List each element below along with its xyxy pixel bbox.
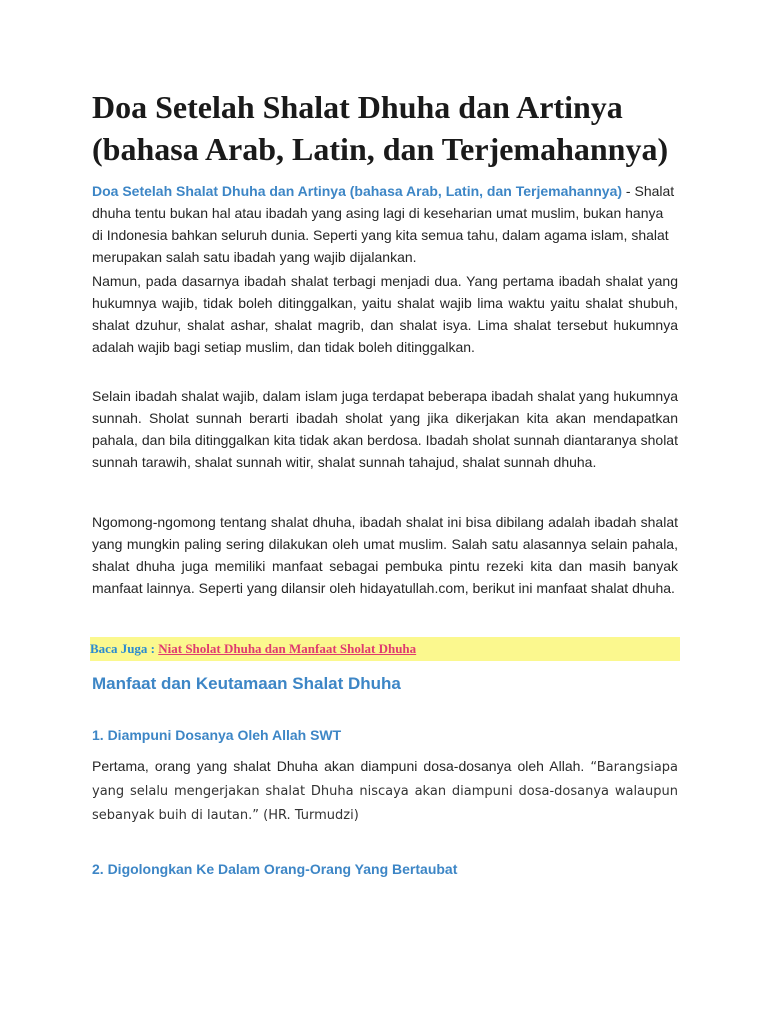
section-heading: Manfaat dan Keutamaan Shalat Dhuha xyxy=(92,674,401,693)
paragraph-2: Selain ibadah shalat wajib, dalam islam juga terdapat beberapa ibadah shalat yang hukumnya sunnah. Sholat sunnah berarti ibadah sholat yang jika dikerjakan kita akan mendapatkan pahala, dan bila ditinggalkan kita tidak akan berdosa. Ibadah sholat sunnah diantaranya sholat sunnah tarawih, shalat sunnah witir, shalat sunnah tahajud, shalat sunnah dhuha. xyxy=(92,388,678,470)
point-1-quote: “Barangsiapa yang selalu mengerjakan shalat Dhuha niscaya akan diampuni dosa-dosanya walaupun sebanyak buih di lautan.” (HR. Turmudzi) xyxy=(92,760,678,823)
baca-juga-label: Baca Juga : xyxy=(90,641,159,656)
baca-juga-box xyxy=(90,637,680,661)
page-title: Doa Setelah Shalat Dhuha dan Artinya (bahasa Arab, Latin, dan Terjemahannya) xyxy=(92,89,669,167)
point-1-heading: 1. Diampuni Dosanya Oleh Allah SWT xyxy=(92,727,342,743)
intro-text: - Shalat dhuha tentu bukan hal atau ibadah yang asing lagi di keseharian umat muslim, bukan hanya di Indonesia bahkan seluruh dunia. Seperti yang kita semua tahu, dalam agama islam, shalat merupakan salah satu ibadah yang wajib dijalankan. xyxy=(92,183,675,265)
intro-lead: Doa Setelah Shalat Dhuha dan Artinya (bahasa Arab, Latin, dan Terjemahannya) xyxy=(92,183,623,199)
intro-paragraph xyxy=(92,180,678,268)
point-2-heading: 2. Digolongkan Ke Dalam Orang-Orang Yang Bertaubat xyxy=(92,861,458,877)
baca-juga-link[interactable]: Niat Sholat Dhuha dan Manfaat Sholat Dhuha xyxy=(158,641,417,656)
paragraph-3: Ngomong-ngomong tentang shalat dhuha, ibadah shalat ini bisa dibilang adalah ibadah shalat yang mungkin paling sering dilakukan oleh umat muslim. Salah satu alasannya selain pahala, shalat dhuha juga memiliki manfaat sebagai pembuka pintu rezeki kita dan masih banyak manfaat lainnya. Seperti yang dilansir oleh hidayatullah.com, berikut ini manfaat shalat dhuha. xyxy=(92,514,678,596)
point-1-paragraph xyxy=(92,755,678,827)
paragraph-1: Namun, pada dasarnya ibadah shalat terbagi menjadi dua. Yang pertama ibadah shalat yang hukumnya wajib, tidak boleh ditinggalkan, yaitu shalat wajib lima waktu yaitu shalat shubuh, shalat dzuhur, shalat ashar, shalat magrib, dan shalat isya. Lima shalat tersebut hukumnya adalah wajib bagi setiap muslim, dan tidak boleh ditinggalkan. xyxy=(92,273,678,355)
point-1-text: Pertama, orang yang shalat Dhuha akan diampuni dosa-dosanya oleh Allah. xyxy=(92,758,591,774)
